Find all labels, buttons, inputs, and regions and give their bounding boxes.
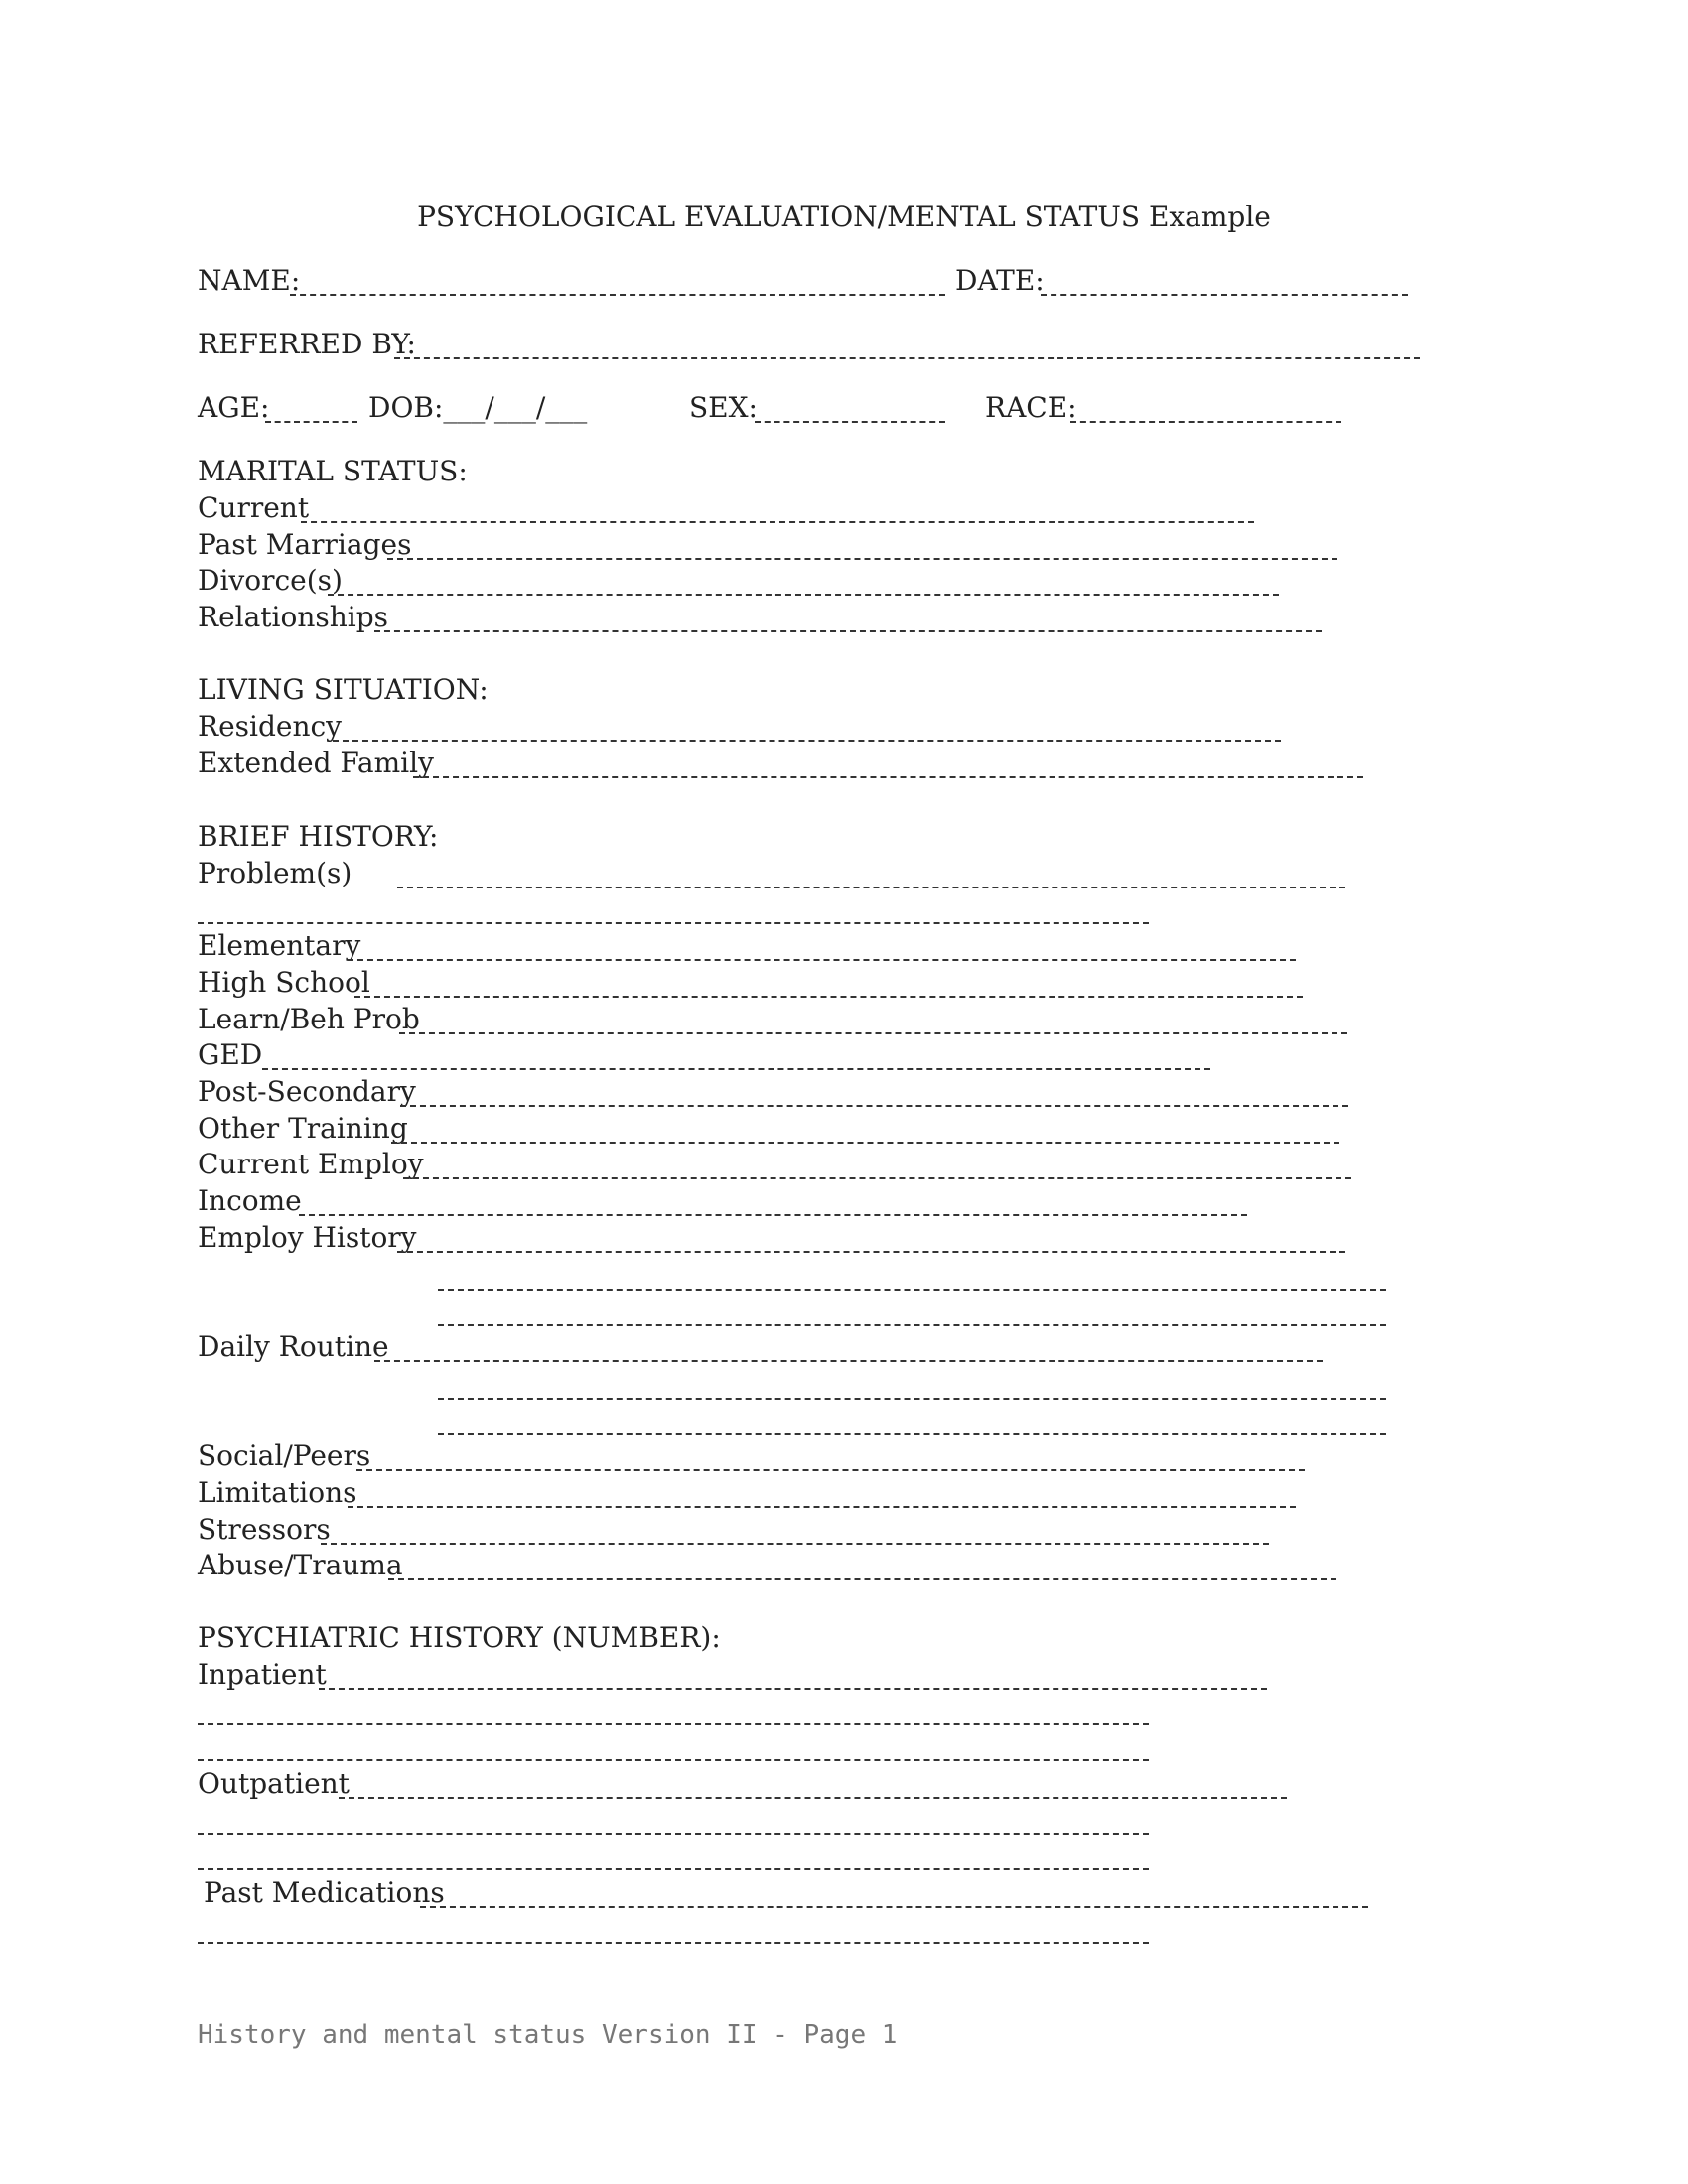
- social-peers-field[interactable]: [356, 1469, 1305, 1471]
- learn-beh-prob-label: Learn/Beh Prob: [198, 1003, 420, 1035]
- past-marriages-field[interactable]: [387, 558, 1337, 560]
- problems-field[interactable]: [397, 887, 1345, 888]
- sex-field[interactable]: [755, 421, 945, 423]
- income-label: Income: [198, 1184, 302, 1217]
- referred-by-label: REFERRED BY:: [198, 328, 416, 360]
- dob-field[interactable]: DOB:___/___/___: [368, 391, 588, 424]
- stressors-label: Stressors: [198, 1513, 331, 1546]
- relationships-label: Relationships: [198, 601, 389, 633]
- problems-label: Problem(s): [198, 857, 352, 889]
- race-field[interactable]: [1070, 421, 1341, 423]
- ged-field[interactable]: [262, 1068, 1210, 1070]
- learn-beh-prob-field[interactable]: [399, 1032, 1347, 1034]
- referred-by-field[interactable]: [394, 357, 1420, 359]
- employ-history-field-line-2[interactable]: [438, 1289, 1386, 1291]
- sex-label: SEX:: [689, 391, 758, 424]
- problems-field-line-2[interactable]: [198, 922, 1149, 924]
- name-label: NAME:: [198, 264, 301, 297]
- living-situation-heading: LIVING SITUATION:: [198, 673, 489, 706]
- other-training-field[interactable]: [391, 1142, 1339, 1144]
- brief-history-heading: BRIEF HISTORY:: [198, 820, 439, 853]
- outpatient-label: Outpatient: [198, 1767, 350, 1800]
- inpatient-field[interactable]: [319, 1688, 1267, 1690]
- abuse-trauma-label: Abuse/Trauma: [198, 1549, 403, 1581]
- daily-routine-label: Daily Routine: [198, 1330, 389, 1363]
- psychiatric-history-heading: PSYCHIATRIC HISTORY (NUMBER):: [198, 1621, 721, 1654]
- daily-routine-field-line-3[interactable]: [438, 1433, 1386, 1435]
- inpatient-field-line-2[interactable]: [198, 1723, 1149, 1725]
- extended-family-field[interactable]: [413, 776, 1363, 778]
- income-field[interactable]: [299, 1214, 1247, 1216]
- employ-history-field-line-3[interactable]: [438, 1324, 1386, 1326]
- social-peers-label: Social/Peers: [198, 1439, 371, 1472]
- daily-routine-field[interactable]: [374, 1360, 1323, 1362]
- divorces-field[interactable]: [328, 594, 1279, 596]
- current-field[interactable]: [301, 521, 1254, 523]
- residency-label: Residency: [198, 710, 343, 743]
- page-title: PSYCHOLOGICAL EVALUATION/MENTAL STATUS Example: [417, 201, 1271, 233]
- outpatient-field[interactable]: [339, 1797, 1287, 1799]
- name-field[interactable]: [290, 294, 945, 296]
- outpatient-field-line-3[interactable]: [198, 1868, 1149, 1870]
- page-footer: History and mental status Version II - Page 1: [198, 2020, 898, 2050]
- current-employ-label: Current Employ: [198, 1148, 424, 1180]
- high-school-label: High School: [198, 966, 370, 999]
- current-employ-field[interactable]: [403, 1177, 1351, 1179]
- elementary-label: Elementary: [198, 929, 361, 962]
- divorces-label: Divorce(s): [198, 564, 343, 597]
- employ-history-field[interactable]: [397, 1251, 1345, 1253]
- daily-routine-field-line-2[interactable]: [438, 1398, 1386, 1400]
- race-label: RACE:: [985, 391, 1077, 424]
- post-secondary-label: Post-Secondary: [198, 1075, 416, 1108]
- stressors-field[interactable]: [321, 1543, 1269, 1545]
- inpatient-field-line-3[interactable]: [198, 1759, 1149, 1761]
- limitations-label: Limitations: [198, 1476, 357, 1509]
- elementary-field[interactable]: [348, 959, 1296, 961]
- residency-field[interactable]: [333, 740, 1281, 742]
- abuse-trauma-field[interactable]: [388, 1578, 1336, 1580]
- current-label: Current: [198, 491, 310, 524]
- relationships-field[interactable]: [374, 630, 1322, 632]
- past-medications-field-line-2[interactable]: [198, 1942, 1149, 1944]
- age-field[interactable]: [265, 421, 357, 423]
- age-label: AGE:: [198, 391, 270, 424]
- employ-history-label: Employ History: [198, 1221, 417, 1254]
- other-training-label: Other Training: [198, 1112, 408, 1145]
- date-field[interactable]: [1041, 294, 1408, 296]
- limitations-field[interactable]: [348, 1506, 1296, 1508]
- past-medications-field[interactable]: [420, 1906, 1368, 1908]
- extended-family-label: Extended Family: [198, 747, 434, 779]
- post-secondary-field[interactable]: [400, 1105, 1348, 1107]
- date-label: DATE:: [955, 264, 1045, 297]
- high-school-field[interactable]: [354, 996, 1303, 998]
- marital-status-heading: MARITAL STATUS:: [198, 455, 468, 487]
- past-marriages-label: Past Marriages: [198, 528, 412, 561]
- outpatient-field-line-2[interactable]: [198, 1833, 1149, 1835]
- past-medications-label: Past Medications: [204, 1876, 445, 1909]
- ged-label: GED: [198, 1038, 263, 1071]
- inpatient-label: Inpatient: [198, 1658, 327, 1691]
